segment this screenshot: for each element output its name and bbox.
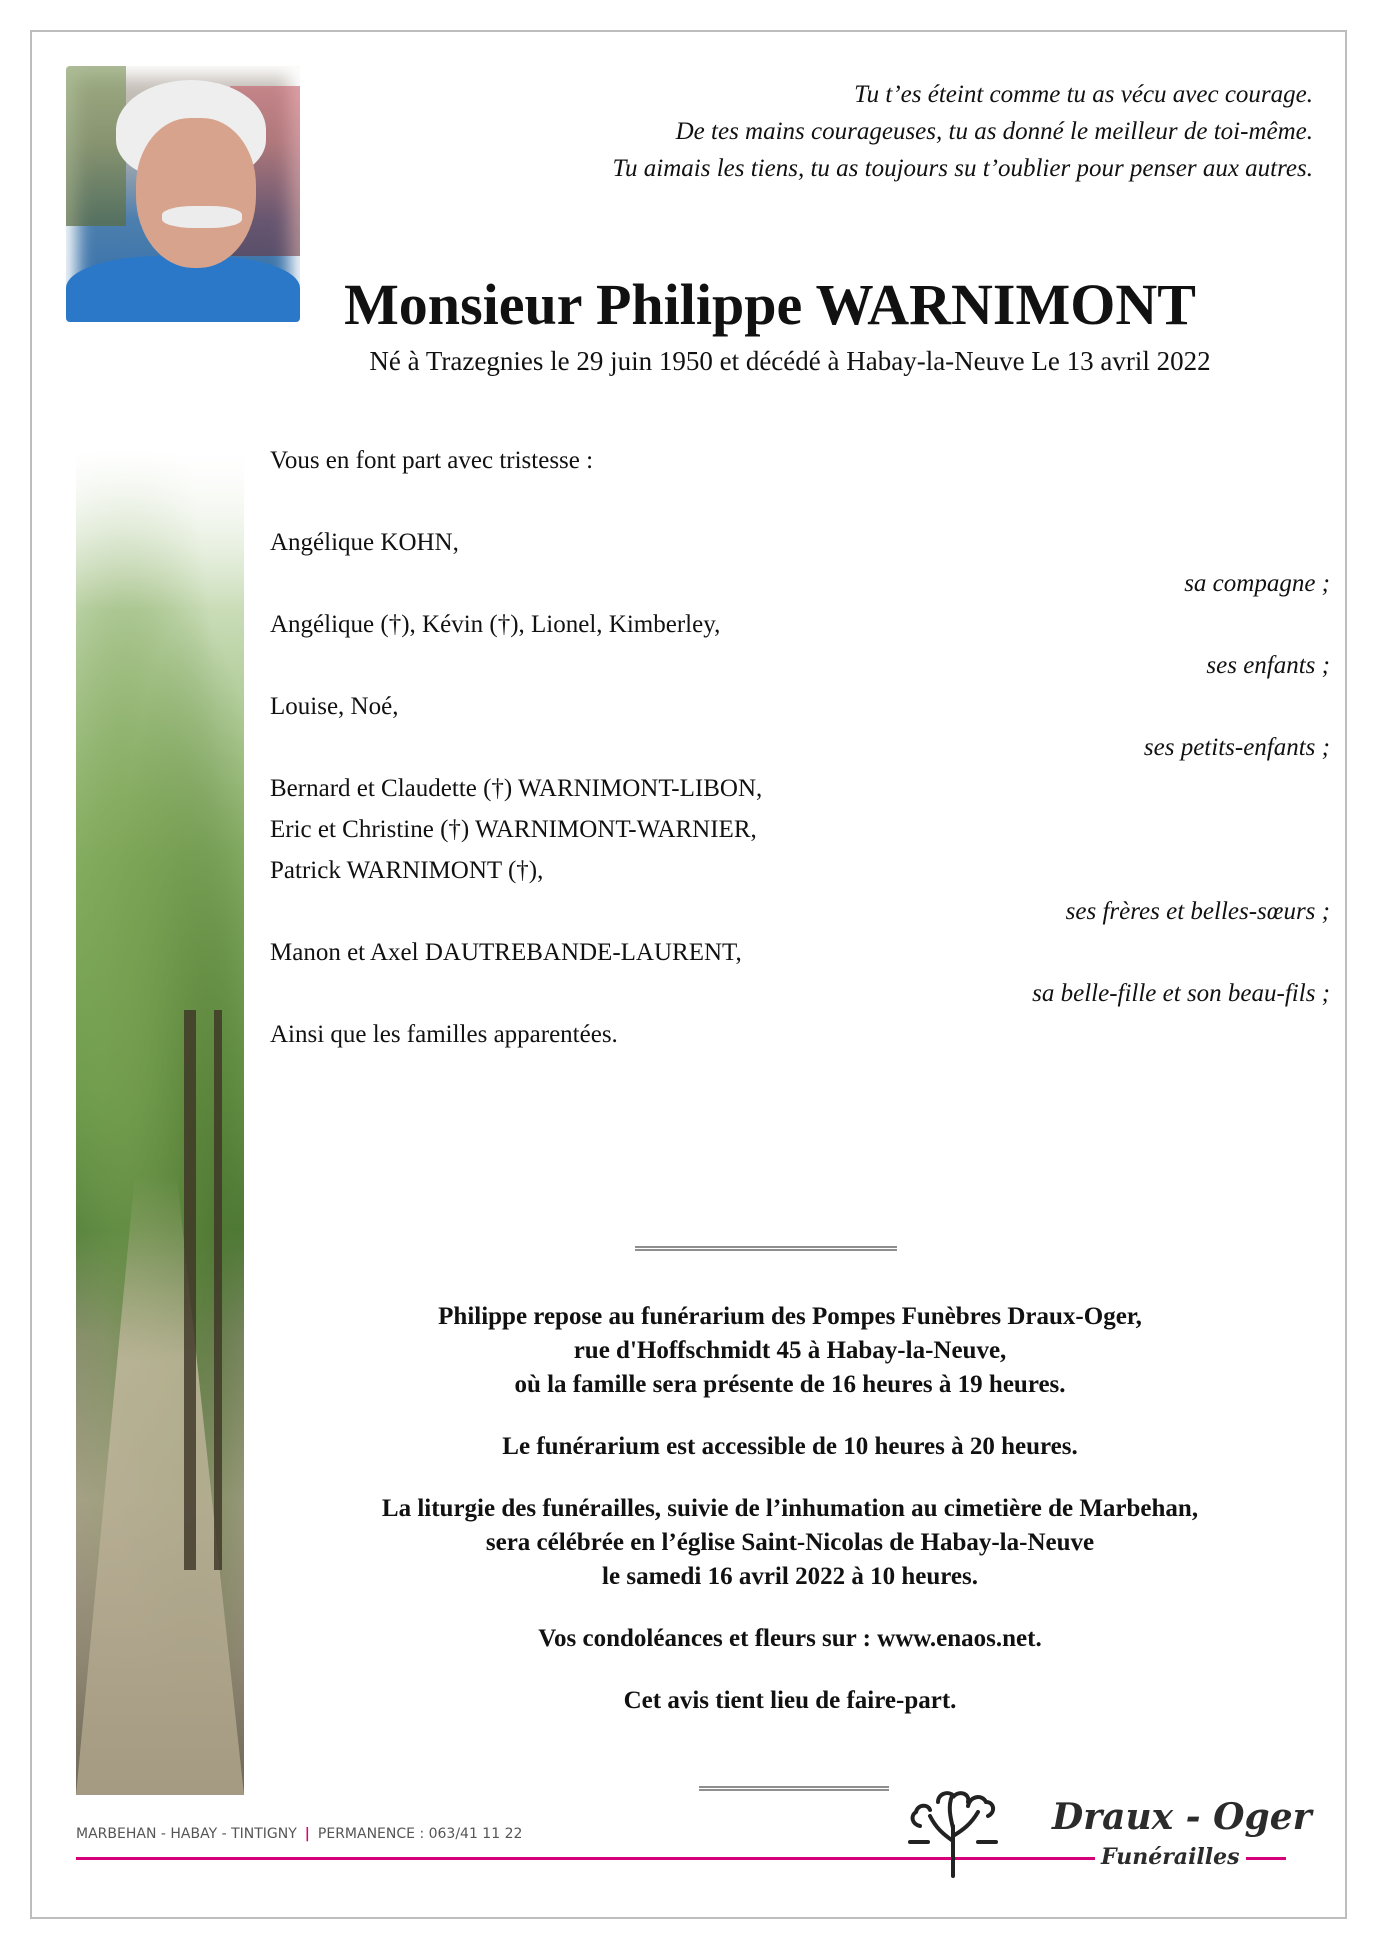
closing-text: Ainsi que les familles apparentées. (270, 1021, 618, 1048)
info-line: le samedi 16 avril 2022 à 10 heures. (602, 1563, 978, 1590)
family-member: Eric et Christine (†) WARNIMONT-WARNIER, (270, 816, 757, 843)
logo-name: Draux - Oger (1052, 1796, 1312, 1838)
funeral-info (270, 1300, 1310, 1746)
portrait-photo (66, 66, 300, 322)
divider (635, 1246, 897, 1251)
poem-line: Tu t’es éteint comme tu as vécu avec courage. (854, 81, 1313, 108)
info-line: sera célébrée en l’église Saint-Nicolas de Habay-la-Neuve (485, 1529, 1095, 1556)
relation-label: ses enfants ; (1206, 652, 1330, 679)
condolences-text: Vos condoléances et fleurs sur : www.enaos.net. (538, 1625, 1042, 1652)
forest-path-image (76, 450, 244, 1795)
family-member: Angélique KOHN, (270, 529, 459, 556)
logo-subtitle: Funérailles (1095, 1844, 1246, 1870)
poem-line: Tu aimais les tiens, tu as toujours su t’oublier pour penser aux autres. (612, 155, 1313, 182)
birth-death-dates: Né à Trazegnies le 29 juin 1950 et décédé à Habay-la-Neuve Le 13 avril 2022 (369, 346, 1211, 376)
tree-icon (908, 1786, 998, 1878)
poem (413, 76, 1313, 187)
relation-label: ses frères et belles-sœurs ; (1065, 898, 1330, 925)
access-hours: Le funérarium est accessible de 10 heures à 20 heures. (502, 1433, 1078, 1460)
footer-locations: MARBEHAN - HABAY - TINTIGNY (76, 1826, 297, 1842)
notice-text: Cet avis tient lieu de faire-part. (623, 1687, 957, 1714)
divider (699, 1786, 889, 1791)
relation-label: sa belle-fille et son beau-fils ; (1032, 980, 1330, 1007)
family-member: Patrick WARNIMONT (†), (270, 857, 544, 884)
relation-label: ses petits-enfants ; (1143, 734, 1330, 761)
info-line: Philippe repose au funérarium des Pompes Funèbres Draux-Oger, (438, 1303, 1142, 1330)
family-member: Louise, Noé, (270, 693, 399, 720)
intro-text: Vous en font part avec tristesse : (270, 447, 594, 474)
footer-separator: | (304, 1826, 310, 1842)
poem-line: De tes mains courageuses, tu as donné le meilleur de toi-même. (675, 118, 1313, 145)
info-line: La liturgie des funérailles, suivie de l’inhumation au cimetière de Marbehan, (381, 1495, 1199, 1522)
family-member: Angélique (†), Kévin (†), Lionel, Kimberley, (270, 611, 721, 638)
family-member: Bernard et Claudette (†) WARNIMONT-LIBON, (270, 775, 763, 802)
footer-contact (76, 1826, 522, 1842)
deceased-name: Monsieur Philippe WARNIMONT (344, 272, 1196, 337)
relation-label: sa compagne ; (1184, 570, 1330, 597)
family-list (270, 440, 1330, 1055)
footer-permanence: PERMANENCE : 063/41 11 22 (317, 1826, 523, 1842)
info-line: où la famille sera présente de 16 heures à 19 heures. (514, 1371, 1066, 1398)
info-line: rue d'Hoffschmidt 45 à Habay-la-Neuve, (573, 1337, 1007, 1364)
family-member: Manon et Axel DAUTREBANDE-LAURENT, (270, 939, 742, 966)
